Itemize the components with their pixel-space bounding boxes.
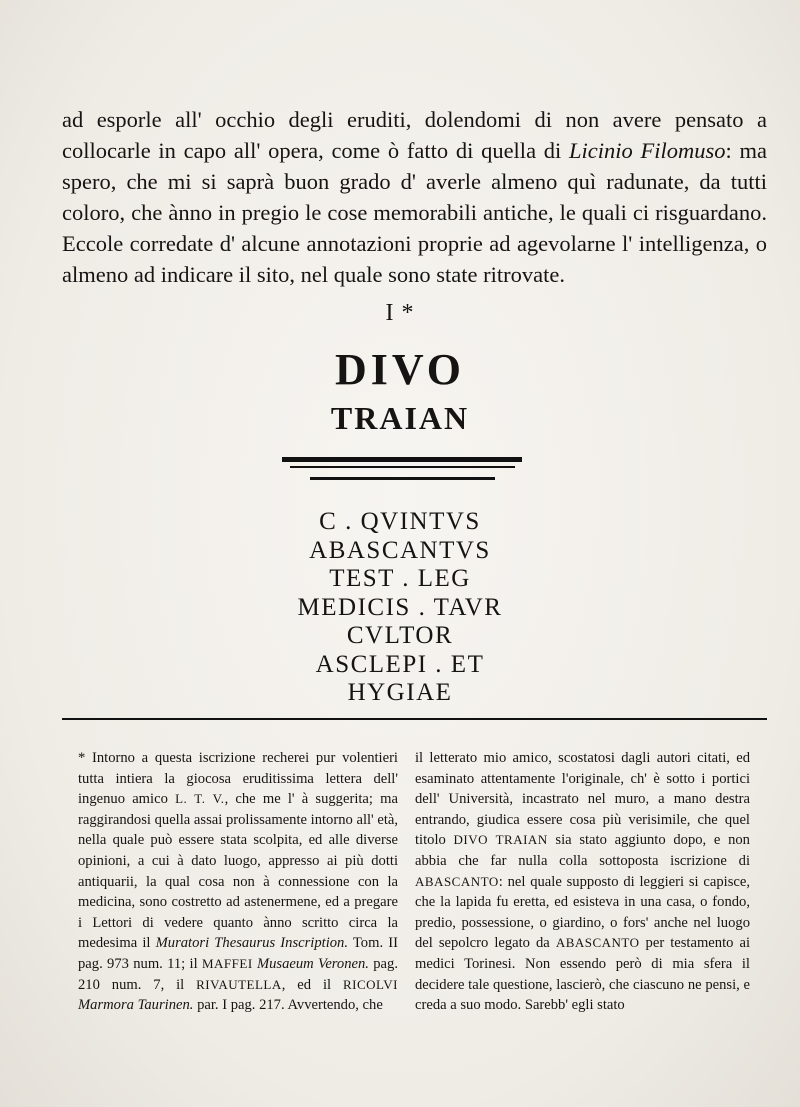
footnote-author: RICOLVI — [342, 976, 398, 992]
footnote-right-column — [415, 748, 750, 1016]
inscription-line: CVLTOR — [346, 622, 454, 649]
ornamental-rule-short — [310, 477, 495, 480]
footnote-initials: L. T. V. — [175, 791, 225, 807]
footnote-text: il letterato mio amico, scostatosi dagli autori citati, ed esaminato attentamente l'originale, ch' è sotto i portici dell' Università, incastrato nel muro, a mano destra entrando, giudica essere cosa più verisimile, che quel titolo — [415, 750, 750, 849]
footnote-left-column — [78, 748, 398, 1016]
intro-name-italic: Licinio Filomuso — [569, 138, 726, 163]
footnote-text: sia stato aggiunto dopo, e non abbia che far nulla colla sottoposta iscrizione di — [415, 832, 750, 869]
footnote-text: Tom. II pag. 973 num. 11; il — [78, 935, 398, 972]
inscription-line: ASCLEPI . ET — [315, 650, 485, 678]
footnote-reference: Marmora Taurinen. — [78, 997, 194, 1014]
footnote-text: , ed il — [281, 976, 343, 993]
intro-text-1: ad esporle all' occhio degli eruditi, dolendomi di non avere pensato a collocarle in capo all' opera, come ò fatto di quella di — [62, 107, 767, 163]
intro-text-2: : ma spero, che mi si saprà buon grado d' averle almeno quì radunate, da tutti coloro, che ànno in pregio le cose memorabili antiche, le quali ci risguardano. Eccole corredate d' alcune annotazioni proprie ad agevolarne l' intelligenza, o almeno ad indicare il sito, nel quale sono state ritrovate. — [62, 138, 767, 287]
ornamental-rule-thin — [290, 466, 515, 468]
inscription-line: MEDICIS . TAVR — [297, 593, 503, 621]
ornamental-rule-thick — [282, 457, 522, 462]
inscription-text — [0, 508, 800, 708]
inscription-line: ABASCANTVS — [309, 536, 491, 564]
footnote-text: pag. 210 num. 7, il — [78, 955, 398, 993]
footnote-smallcaps: DIVO TRAIAN — [453, 832, 548, 848]
footnote-smallcaps: ABASCANTO — [555, 935, 640, 951]
footnote-text: par. I pag. 217. Avvertendo, che — [193, 997, 383, 1014]
intro-paragraph — [62, 104, 767, 290]
footnote-text: * Intorno a questa iscrizione recherei pur volentieri tutta intiera la giocosa eruditissima lettera dell' ingenuo amico — [78, 750, 398, 808]
footnote-separator-rule — [62, 718, 767, 720]
inscription-line: HYGIAE — [347, 679, 453, 706]
footnote-text: , che me l' à suggerita; ma raggirandosi quella assai prolissamente intorno all' età, nella quale può essere stata scolpita, ed alle diverse opinioni, a cui à dato luogo, appresso ai più dotti antiquarii, la qual cosa non à connessione con la medicina, sono costretto ad astenermene, ed a pregare i Lettori di vedere quanto ànno scritto circa la medesima il — [78, 791, 398, 952]
inscription-line: C . QVINTVS — [319, 508, 481, 535]
inscription-heading-traian: TRAIAN — [330, 400, 470, 436]
footnote-reference: Musaeum Veronen. — [256, 955, 369, 972]
inscription-number: I * — [385, 300, 415, 326]
inscription-heading-divo: DIVO — [334, 345, 466, 394]
footnote-author: RIVAUTELLA — [196, 976, 282, 992]
footnote-text: : nel quale supposto di leggieri si capisce, che la lapida fu eretta, ed esisteva in una casa, o fondo, predio, possessione, o giardino, o fors' anche nel luogo del sepolcro legato da — [415, 873, 750, 952]
footnote-smallcaps: ABASCANTO — [415, 873, 499, 889]
footnote-text: per testamento ai medici Torinesi. Non essendo però di mia sfera il decidere tale questione, lascierò, che ciascuno ne pensi, e creda a suo modo. Sarebb' egli stato — [415, 935, 750, 1014]
footnote-reference: Muratori Thesaurus Inscription. — [155, 935, 348, 952]
inscription-line: TEST . LEG — [329, 565, 471, 592]
footnote-author: MAFFEI — [201, 955, 253, 971]
